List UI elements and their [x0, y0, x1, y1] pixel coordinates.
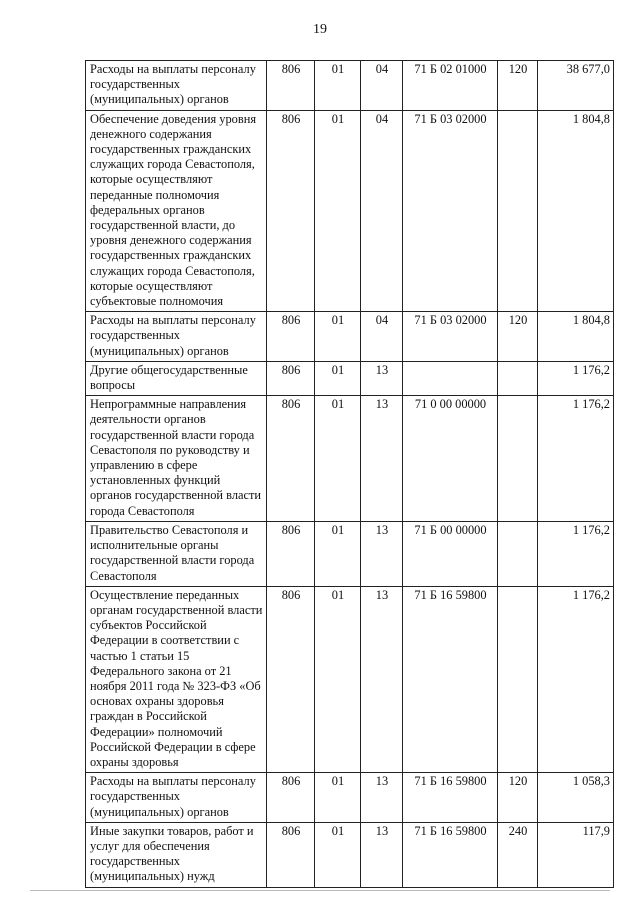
expense-kind-cell — [498, 110, 538, 312]
expense-kind-cell: 120 — [498, 61, 538, 111]
section-code-cell: 01 — [315, 312, 361, 362]
row-name-cell: Другие общегосударственные вопросы — [86, 361, 267, 395]
section-code-cell: 01 — [315, 396, 361, 522]
ministry-code-cell: 806 — [267, 586, 315, 772]
row-name-cell: Расходы на выплаты персоналу государственных (муниципальных) органов — [86, 61, 267, 111]
target-article-cell: 71 Б 16 59800 — [403, 586, 498, 772]
row-name-cell: Расходы на выплаты персоналу государственных (муниципальных) органов — [86, 312, 267, 362]
section-code-cell: 01 — [315, 361, 361, 395]
expense-kind-cell — [498, 586, 538, 772]
ministry-code-cell: 806 — [267, 521, 315, 586]
target-article-cell: 71 Б 03 02000 — [403, 312, 498, 362]
budget-table-body — [86, 61, 614, 888]
expense-kind-cell: 240 — [498, 822, 538, 887]
table-row — [86, 361, 614, 395]
row-name-cell: Обеспечение доведения уровня денежного содержания государственных гражданских служащих города Севастополя, которые осуществляют переданные полномочия федеральных органов государственной власти, до уровня денежного содержания государственных гражданских служащих города Севастополя, которые осуществляют субъектовые полномочия — [86, 110, 267, 312]
subsection-code-cell: 13 — [361, 521, 403, 586]
row-name-cell: Расходы на выплаты персоналу государственных (муниципальных) органов — [86, 773, 267, 823]
table-row — [86, 521, 614, 586]
expense-kind-cell — [498, 396, 538, 522]
row-name-cell: Непрограммные направления деятельности органов государственной власти города Севастополя по руководству и управлению в сфере установленных функций органов государственной власти города Севастополя — [86, 396, 267, 522]
target-article-cell: 71 0 00 00000 — [403, 396, 498, 522]
table-row — [86, 110, 614, 312]
subsection-code-cell: 04 — [361, 110, 403, 312]
amount-cell: 117,9 — [538, 822, 614, 887]
target-article-cell: 71 Б 00 00000 — [403, 521, 498, 586]
section-code-cell: 01 — [315, 110, 361, 312]
section-code-cell: 01 — [315, 822, 361, 887]
section-code-cell: 01 — [315, 773, 361, 823]
table-row — [86, 396, 614, 522]
subsection-code-cell: 13 — [361, 396, 403, 522]
subsection-code-cell: 13 — [361, 361, 403, 395]
ministry-code-cell: 806 — [267, 773, 315, 823]
target-article-cell: 71 Б 16 59800 — [403, 773, 498, 823]
ministry-code-cell: 806 — [267, 396, 315, 522]
amount-cell: 1 176,2 — [538, 586, 614, 772]
ministry-code-cell: 806 — [267, 822, 315, 887]
section-code-cell: 01 — [315, 521, 361, 586]
table-row — [86, 773, 614, 823]
subsection-code-cell: 04 — [361, 312, 403, 362]
expense-kind-cell: 120 — [498, 312, 538, 362]
table-row — [86, 61, 614, 111]
table-row — [86, 586, 614, 772]
target-article-cell: 71 Б 16 59800 — [403, 822, 498, 887]
ministry-code-cell: 806 — [267, 61, 315, 111]
row-name-cell: Осуществление переданных органам государственной власти субъектов Российской Федерации в соответствии с частью 1 статьи 15 Федерального закона от 21 ноября 2011 года № 323-ФЗ «Об основах охраны здоровья граждан в Российской Федерации» полномочий Российской Федерации в сфере охраны здоровья — [86, 586, 267, 772]
page-number: 19 — [313, 22, 327, 37]
amount-cell: 1 176,2 — [538, 396, 614, 522]
amount-cell: 1 058,3 — [538, 773, 614, 823]
ministry-code-cell: 806 — [267, 110, 315, 312]
section-code-cell: 01 — [315, 586, 361, 772]
expense-kind-cell — [498, 361, 538, 395]
target-article-cell — [403, 361, 498, 395]
row-name-cell: Правительство Севастополя и исполнительные органы государственной власти города Севастополя — [86, 521, 267, 586]
table-row — [86, 312, 614, 362]
scan-bottom-line — [30, 890, 610, 891]
amount-cell: 1 804,8 — [538, 312, 614, 362]
table-row — [86, 822, 614, 887]
target-article-cell: 71 Б 03 02000 — [403, 110, 498, 312]
expense-kind-cell: 120 — [498, 773, 538, 823]
amount-cell: 1 176,2 — [538, 521, 614, 586]
amount-cell: 1 804,8 — [538, 110, 614, 312]
section-code-cell: 01 — [315, 61, 361, 111]
ministry-code-cell: 806 — [267, 312, 315, 362]
subsection-code-cell: 04 — [361, 61, 403, 111]
amount-cell: 38 677,0 — [538, 61, 614, 111]
expense-kind-cell — [498, 521, 538, 586]
row-name-cell: Иные закупки товаров, работ и услуг для обеспечения государственных (муниципальных) нужд — [86, 822, 267, 887]
target-article-cell: 71 Б 02 01000 — [403, 61, 498, 111]
amount-cell: 1 176,2 — [538, 361, 614, 395]
subsection-code-cell: 13 — [361, 773, 403, 823]
subsection-code-cell: 13 — [361, 586, 403, 772]
ministry-code-cell: 806 — [267, 361, 315, 395]
subsection-code-cell: 13 — [361, 822, 403, 887]
budget-table — [85, 60, 614, 888]
